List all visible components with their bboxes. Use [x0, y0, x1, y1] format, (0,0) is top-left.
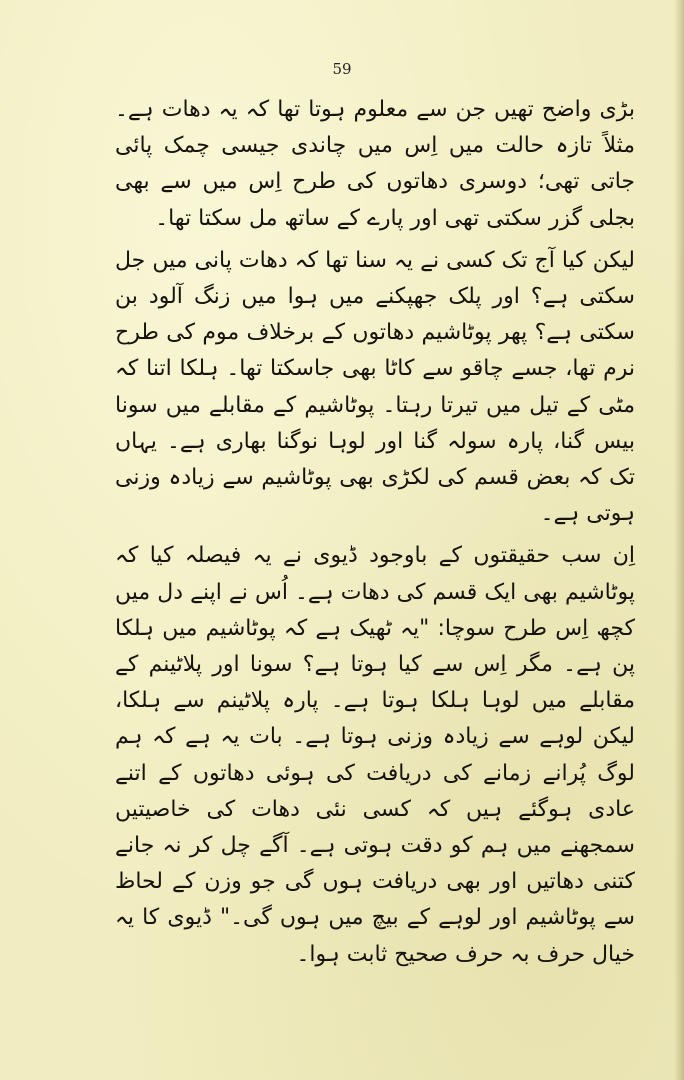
- paragraph-3: اِن سب حقیقتوں کے باوجود ڈیوی نے یہ فیصلہ کیا کہ پوٹاشیم بھی ایک قسم کی دھات ہے۔ اُس نے اپنے دل میں کچھ اِس طرح سوچا: "یہ ٹھیک ہے کہ پوٹاشیم میں ہلکا پن ہے۔ مگر اِس سے کیا ہوتا ہے؟ سونا اور پلاٹینم کے مقابلے میں لوہا ہلکا ہوتا ہے۔ پارہ پلاٹینم سے ہلکا، لیکن لوہے سے زیادہ وزنی ہوتا ہے۔ بات یہ ہے کہ ہم لوگ پُرانے زمانے کی دریافت کی ہوئی دھاتوں کے اتنے عادی ہوگئے ہیں کہ کسی نئی دھات کی خاصیتیں سمجھنے میں ہم کو دقت ہوتی ہے۔ آگے چل کر نہ جانے کتنی دھاتیں اور بھی دریافت ہوں گی جو وزن کے لحاظ سے پوٹاشیم اور لوہے کے بیچ میں ہوں گی۔" ڈیوی کا یہ خیال حرف بہ حرف صحیح ثابت ہوا۔: [115, 543, 635, 967]
- paragraph-2: لیکن کیا آج تک کسی نے یہ سنا تھا کہ دھات پانی میں جل سکتی ہے؟ اور پلک جھپکنے میں ہوا میں زنگ آلود بن سکتی ہے؟ پھر پوٹاشیم دھاتوں کے برخلاف موم کی طرح نرم تھا، جسے چاقو سے کاٹا بھی جاسکتا تھا۔ ہلکا اتنا کہ مٹی کے تیل میں تیرتا رہتا۔ پوٹاشیم کے مقابلے میں سونا بیس گنا، پارہ سولہ گنا اور لوہا نوگنا بھاری ہے۔ یہاں تک کہ بعض قسم کی لکڑی بھی پوٹاشیم سے زیادہ وزنی ہوتی ہے۔: [115, 247, 635, 527]
- page-number: 59: [332, 60, 352, 78]
- page-edge-shadow: [674, 0, 684, 1080]
- body-text: [115, 92, 635, 973]
- paragraph-1: بڑی واضح تھیں جن سے معلوم ہوتا تھا کہ یہ دھات ہے۔ مثلاً تازہ حالت میں اِس میں چاندی جیسی چمک پائی جاتی تھی؛ دوسری دھاتوں کی طرح اِس میں سے بھی بجلی گزر سکتی تھی اور پارے کے ساتھ مل سکتا تھا۔: [115, 97, 635, 231]
